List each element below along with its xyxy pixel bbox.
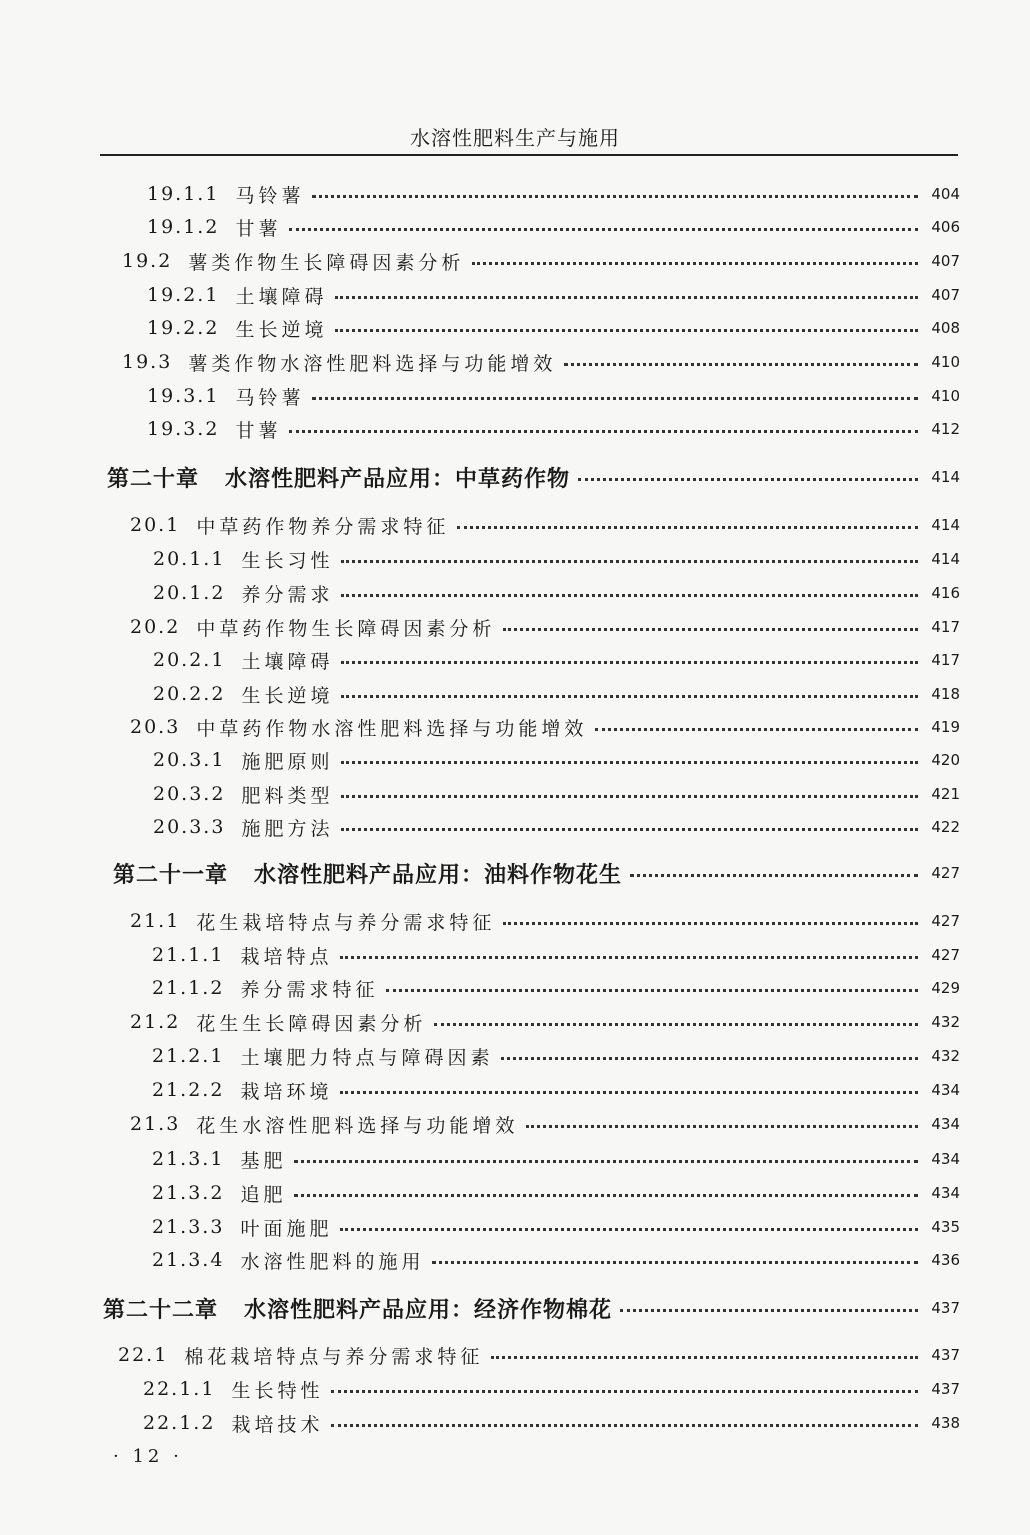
toc-leader-dots xyxy=(289,228,918,231)
toc-entry-title: 肥料类型 xyxy=(241,784,334,807)
toc-entry-title: 水溶性肥料的施用 xyxy=(240,1250,425,1273)
toc-entry-page: 437 xyxy=(931,1299,960,1317)
toc-entry-title: 养分需求 xyxy=(241,583,334,606)
toc-subsection-entry[interactable] xyxy=(147,213,960,241)
toc-entry-title: 马铃薯 xyxy=(235,184,305,207)
toc-entry-title: 栽培技术 xyxy=(231,1413,324,1436)
toc-entry-title: 薯类作物生长障碍因素分析 xyxy=(188,251,465,274)
toc-entry-number: 19.1.1 xyxy=(147,183,220,205)
toc-entry-page: 417 xyxy=(931,618,960,636)
toc-entry-number: 20.3.1 xyxy=(153,749,226,771)
toc-entry-page: 432 xyxy=(931,1047,960,1065)
toc-entry-number: 20.3 xyxy=(130,716,181,738)
toc-chapter-entry[interactable] xyxy=(107,463,960,491)
toc-subsection-entry[interactable] xyxy=(152,974,960,1002)
toc-subsection-entry[interactable] xyxy=(152,1179,960,1207)
toc-entry-title: 施肥原则 xyxy=(241,750,334,773)
toc-section-entry[interactable] xyxy=(122,348,960,376)
toc-entry-number: 22.1.2 xyxy=(143,1412,216,1434)
toc-leader-dots xyxy=(501,1057,918,1060)
toc-entry-title: 棉花栽培特点与养分需求特征 xyxy=(184,1345,484,1368)
toc-entry-page: 434 xyxy=(931,1115,960,1133)
toc-entry-number: 21.3.3 xyxy=(152,1216,225,1238)
toc-entry-number: 第二十二章 xyxy=(103,1297,219,1323)
toc-entry-page: 435 xyxy=(931,1218,960,1236)
toc-entry-title: 水溶性肥料产品应用：油料作物花生 xyxy=(254,862,623,888)
toc-entry-title: 薯类作物水溶性肥料选择与功能增效 xyxy=(188,352,557,375)
toc-section-entry[interactable] xyxy=(122,247,960,275)
toc-section-entry[interactable] xyxy=(130,1008,960,1036)
toc-entry-number: 20.1 xyxy=(130,514,181,536)
toc-subsection-entry[interactable] xyxy=(153,813,960,841)
toc-entry-number: 19.2.1 xyxy=(147,284,220,306)
toc-entry-title: 花生水溶性肥料选择与功能增效 xyxy=(196,1114,519,1137)
toc-leader-dots xyxy=(491,1356,918,1359)
toc-entry-page: 427 xyxy=(931,912,960,930)
toc-entry-number: 19.3 xyxy=(122,351,173,373)
toc-entry-page: 417 xyxy=(931,651,960,669)
toc-entry-number: 21.3 xyxy=(130,1113,181,1135)
toc-leader-dots xyxy=(341,795,918,798)
toc-entry-page: 407 xyxy=(931,252,960,270)
toc-entry-number: 21.2.1 xyxy=(152,1045,225,1067)
toc-entry-number: 21.3.1 xyxy=(152,1148,225,1170)
toc-subsection-entry[interactable] xyxy=(153,579,960,607)
toc-entry-title: 生长逆境 xyxy=(235,318,328,341)
toc-entry-title: 土壤障碍 xyxy=(235,285,328,308)
toc-entry-title: 生长逆境 xyxy=(241,684,334,707)
toc-entry-number: 21.1.2 xyxy=(152,977,225,999)
toc-leader-dots xyxy=(503,628,918,631)
toc-entry-title: 生长特性 xyxy=(231,1379,324,1402)
toc-subsection-entry[interactable] xyxy=(147,314,960,342)
toc-entry-number: 21.1.1 xyxy=(152,944,225,966)
toc-entry-title: 基肥 xyxy=(240,1149,287,1172)
toc-entry-title: 甘薯 xyxy=(235,217,282,240)
toc-leader-dots xyxy=(564,363,918,366)
toc-section-entry[interactable] xyxy=(130,1110,960,1138)
toc-entry-page: 434 xyxy=(931,1184,960,1202)
toc-entry-number: 19.2.2 xyxy=(147,317,220,339)
toc-section-entry[interactable] xyxy=(118,1341,960,1369)
toc-leader-dots xyxy=(335,296,918,299)
toc-subsection-entry[interactable] xyxy=(152,1076,960,1104)
toc-leader-dots xyxy=(312,195,918,198)
toc-entry-title: 施肥方法 xyxy=(241,817,334,840)
toc-entry-page: 412 xyxy=(931,420,960,438)
toc-subsection-entry[interactable] xyxy=(147,180,960,208)
toc-section-entry[interactable] xyxy=(130,613,960,641)
toc-entry-page: 432 xyxy=(931,1013,960,1031)
toc-leader-dots xyxy=(620,1309,918,1312)
header-rule xyxy=(100,154,958,156)
toc-entry-title: 花生生长障碍因素分析 xyxy=(196,1012,427,1035)
toc-entry-title: 水溶性肥料产品应用：经济作物棉花 xyxy=(244,1297,613,1323)
toc-entry-page: 429 xyxy=(931,979,960,997)
toc-leader-dots xyxy=(340,1228,918,1231)
toc-entry-title: 追肥 xyxy=(240,1183,287,1206)
toc-leader-dots xyxy=(341,761,918,764)
toc-leader-dots xyxy=(340,956,918,959)
toc-entry-number: 22.1.1 xyxy=(143,1378,216,1400)
toc-entry-page: 427 xyxy=(931,864,960,882)
toc-entry-number: 20.1.1 xyxy=(153,548,226,570)
toc-leader-dots xyxy=(472,262,918,265)
toc-subsection-entry[interactable] xyxy=(153,646,960,674)
toc-entry-page: 437 xyxy=(931,1380,960,1398)
toc-entry-number: 第二十一章 xyxy=(113,862,229,888)
toc-entry-title: 生长习性 xyxy=(241,549,334,572)
toc-subsection-entry[interactable] xyxy=(147,415,960,443)
toc-leader-dots xyxy=(432,1261,918,1264)
toc-subsection-entry[interactable] xyxy=(152,1246,960,1274)
toc-entry-number: 21.3.2 xyxy=(152,1182,225,1204)
toc-leader-dots xyxy=(312,397,918,400)
toc-entry-page: 404 xyxy=(931,185,960,203)
toc-entry-page: 419 xyxy=(931,718,960,736)
toc-subsection-entry[interactable] xyxy=(152,941,960,969)
toc-subsection-entry[interactable] xyxy=(143,1375,960,1403)
toc-entry-page: 427 xyxy=(931,946,960,964)
toc-leader-dots xyxy=(341,661,918,664)
toc-subsection-entry[interactable] xyxy=(147,382,960,410)
toc-entry-number: 20.3.3 xyxy=(153,816,226,838)
toc-leader-dots xyxy=(341,828,918,831)
toc-entry-number: 21.1 xyxy=(130,910,181,932)
toc-entry-title: 甘薯 xyxy=(235,419,282,442)
toc-entry-page: 437 xyxy=(931,1346,960,1364)
toc-entry-number: 20.1.2 xyxy=(153,582,226,604)
toc-leader-dots xyxy=(503,922,918,925)
toc-leader-dots xyxy=(289,430,918,433)
toc-leader-dots xyxy=(335,329,918,332)
toc-leader-dots xyxy=(578,478,918,481)
toc-entry-number: 20.3.2 xyxy=(153,783,226,805)
toc-entry-number: 20.2 xyxy=(130,616,181,638)
toc-leader-dots xyxy=(341,560,918,563)
toc-leader-dots xyxy=(630,874,918,877)
running-header-title: 水溶性肥料生产与施用 xyxy=(410,126,620,150)
toc-subsection-entry[interactable] xyxy=(152,1042,960,1070)
toc-entry-title: 水溶性肥料产品应用：中草药作物 xyxy=(225,466,571,492)
toc-leader-dots xyxy=(294,1160,918,1163)
page-number: · 12 · xyxy=(113,1446,183,1467)
toc-entry-page: 420 xyxy=(931,751,960,769)
toc-subsection-entry[interactable] xyxy=(153,780,960,808)
toc-entry-number: 20.2.1 xyxy=(153,649,226,671)
toc-entry-page: 438 xyxy=(931,1414,960,1432)
toc-entry-page: 406 xyxy=(931,218,960,236)
toc-entry-page: 410 xyxy=(931,387,960,405)
toc-leader-dots xyxy=(331,1390,918,1393)
toc-entry-number: 19.3.1 xyxy=(147,385,220,407)
toc-subsection-entry[interactable] xyxy=(147,281,960,309)
toc-subsection-entry[interactable] xyxy=(143,1409,960,1437)
toc-entry-number: 21.3.4 xyxy=(152,1249,225,1271)
toc-subsection-entry[interactable] xyxy=(153,680,960,708)
toc-leader-dots xyxy=(434,1023,918,1026)
toc-entry-page: 407 xyxy=(931,286,960,304)
toc-entry-number: 19.2 xyxy=(122,250,173,272)
toc-entry-title: 花生栽培特点与养分需求特征 xyxy=(196,911,496,934)
toc-section-entry[interactable] xyxy=(130,907,960,935)
toc-section-entry[interactable] xyxy=(130,713,960,741)
toc-entry-number: 21.2.2 xyxy=(152,1079,225,1101)
toc-entry-page: 416 xyxy=(931,584,960,602)
toc-entry-title: 土壤障碍 xyxy=(241,650,334,673)
toc-entry-page: 414 xyxy=(931,468,960,486)
toc-entry-page: 434 xyxy=(931,1081,960,1099)
toc-entry-number: 19.3.2 xyxy=(147,418,220,440)
toc-entry-title: 中草药作物生长障碍因素分析 xyxy=(196,617,496,640)
toc-entry-page: 422 xyxy=(931,818,960,836)
toc-entry-page: 436 xyxy=(931,1251,960,1269)
toc-entry-number: 第二十章 xyxy=(107,466,200,492)
toc-leader-dots xyxy=(341,594,918,597)
toc-entry-page: 414 xyxy=(931,516,960,534)
toc-entry-page: 410 xyxy=(931,353,960,371)
toc-entry-number: 19.1.2 xyxy=(147,216,220,238)
toc-entry-title: 马铃薯 xyxy=(235,386,305,409)
toc-entry-title: 土壤肥力特点与障碍因素 xyxy=(240,1046,494,1069)
toc-subsection-entry[interactable] xyxy=(153,746,960,774)
toc-entry-number: 22.1 xyxy=(118,1344,169,1366)
toc-entry-page: 421 xyxy=(931,785,960,803)
toc-entry-number: 20.2.2 xyxy=(153,683,226,705)
toc-leader-dots xyxy=(386,989,918,992)
toc-leader-dots xyxy=(341,695,918,698)
toc-entry-title: 中草药作物水溶性肥料选择与功能增效 xyxy=(196,717,588,740)
toc-entry-title: 养分需求特征 xyxy=(240,978,379,1001)
toc-section-entry[interactable] xyxy=(130,511,960,539)
toc-leader-dots xyxy=(595,728,918,731)
toc-entry-page: 434 xyxy=(931,1150,960,1168)
toc-entry-page: 418 xyxy=(931,685,960,703)
toc-chapter-entry[interactable] xyxy=(113,859,960,887)
toc-entry-title: 栽培环境 xyxy=(240,1080,333,1103)
toc-entry-title: 叶面施肥 xyxy=(240,1217,333,1240)
toc-leader-dots xyxy=(457,526,918,529)
toc-entry-title: 中草药作物养分需求特征 xyxy=(196,515,450,538)
toc-entry-title: 栽培特点 xyxy=(240,945,333,968)
toc-leader-dots xyxy=(340,1091,918,1094)
toc-entry-page: 414 xyxy=(931,550,960,568)
toc-leader-dots xyxy=(526,1125,918,1128)
toc-chapter-entry[interactable] xyxy=(103,1294,960,1322)
toc-leader-dots xyxy=(294,1194,918,1197)
toc-subsection-entry[interactable] xyxy=(152,1145,960,1173)
toc-subsection-entry[interactable] xyxy=(153,545,960,573)
toc-entry-number: 21.2 xyxy=(130,1011,181,1033)
toc-leader-dots xyxy=(331,1424,918,1427)
toc-subsection-entry[interactable] xyxy=(152,1213,960,1241)
toc-entry-page: 408 xyxy=(931,319,960,337)
